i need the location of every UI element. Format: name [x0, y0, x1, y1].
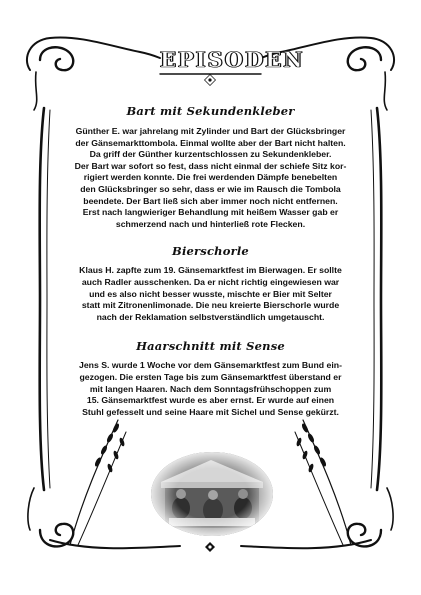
- page-title-text: EPISODEN: [160, 47, 305, 72]
- text-line: nach der Reklamation selbstverständlich umgetauscht.: [96, 311, 325, 322]
- text-line: Der Bart war sofort so fest, dass nicht einmal der schiefe Sitz kor-: [74, 160, 347, 171]
- text-line: auch Radler ausschenken. Da er nicht richtig eingewiesen war: [81, 276, 340, 287]
- text-line: gezogen. Die ersten Tage bis zum Gänsemarktfest überstand er: [79, 371, 342, 382]
- text-line: Erst nach langwieriger Behandlung mit heißem Wasser gab er: [82, 207, 339, 218]
- text-line: beendete. Der Bart ließ sich aber immer noch nicht entfernen.: [83, 195, 338, 206]
- page-title: [160, 47, 305, 73]
- text-line: schmerzend nach und hinterließ rote Flecken.: [115, 218, 306, 229]
- text-line: und es also nicht besser wusste, mischte er Bier mit Selter: [89, 288, 332, 299]
- text-line: mit langen Haaren. Nach dem Sonntagsfrühschoppen zum: [89, 383, 332, 394]
- bottom-ornament-icon: [205, 542, 215, 552]
- section-bierschorle: [52, 244, 369, 323]
- text-line: statt mit Zitronenlimonade. Die neu kreierte Bierschorle wurde: [81, 300, 340, 311]
- text-line: 15. Gänsemarktfest wurde es aber ernst. Er wurde auf einen: [86, 395, 335, 406]
- section-body: [52, 360, 369, 418]
- text-line: Da griff der Günther kurzentschlossen zu Sekundenkleber.: [89, 149, 332, 160]
- section-haarschnitt: [52, 339, 369, 418]
- text-line: Klaus H. zapfte zum 19. Gänsemarktfest im Bierwagen. Er sollte: [79, 265, 342, 276]
- text-line: den Glücksbringer so sehr, dass er wie im Rausch die Tombola: [80, 183, 341, 194]
- text-line: Stuhl gefesselt und seine Haare mit Sichel und Sense gekürzt.: [82, 406, 339, 417]
- article-content: [52, 104, 369, 418]
- section-heading: Haarschnitt mit Sense: [136, 339, 285, 354]
- section-body: [52, 265, 369, 323]
- section-bart: [52, 104, 369, 230]
- text-line: der Gänsemarkttombola. Einmal wollte aber der Bart nicht halten.: [75, 137, 346, 148]
- section-heading: Bart mit Sekundenkleber: [126, 104, 295, 118]
- photo-scene: [151, 452, 273, 536]
- section-heading: Bierschorle: [172, 244, 249, 259]
- text-line: rigiert werden konnte. Die frei werdenden Dämpfe benebelten: [83, 172, 338, 183]
- text-line: Jens S. wurde 1 Woche vor dem Gänsemarktfest zum Bund ein-: [79, 360, 342, 371]
- festival-photo: [151, 452, 273, 536]
- text-line: Günther E. war jahrelang mit Zylinder und Bart der Glücksbringer: [75, 126, 346, 136]
- section-body: [52, 126, 369, 230]
